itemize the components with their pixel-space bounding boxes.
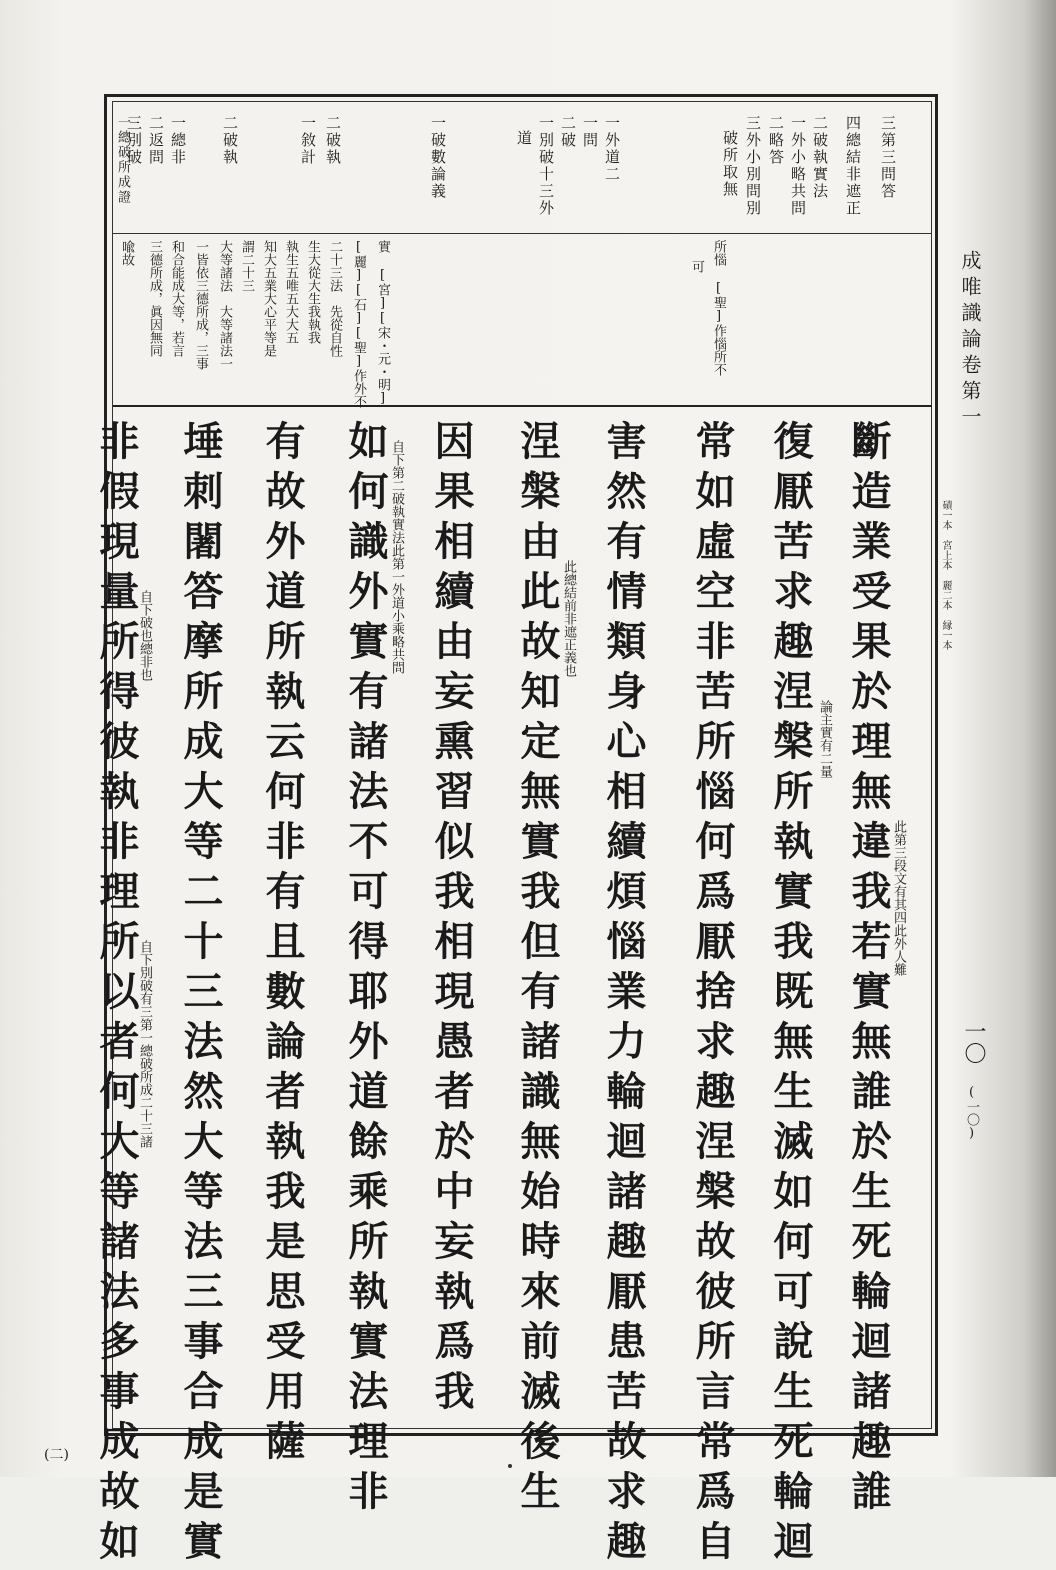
outline-item: 一總破所成證 (115, 115, 130, 205)
outline-item: 破所取無 (721, 130, 739, 198)
footnote: 一皆依三德所成，三事 (193, 240, 208, 370)
outline-item: 一敘計 (299, 115, 317, 166)
interlinear-note: 此總結前非遮正義也 (561, 560, 576, 677)
body-column: 常如虛空非苦所惱何爲厭捨求趣涅槃故彼所言常爲自 (689, 420, 736, 1570)
outline-item: 道 (515, 130, 533, 147)
footnote: 執生五唯五大大五 (283, 240, 298, 344)
outline-item: 一別破十三外 (537, 115, 555, 217)
outline-item: 一外小略共問 (789, 115, 807, 217)
outline-item: 一破數論義 (429, 115, 447, 200)
outline-item: 四總結非遮正 (844, 115, 862, 217)
body-column: 涅槃由此故知定無實我但有諸識無始時來前滅後生 (514, 420, 561, 1520)
book-title: 成唯識論卷第一 (958, 250, 982, 432)
footnote: 謂二十三 (239, 240, 254, 292)
footnote: 喩故 (119, 240, 134, 266)
interlinear-note: 此第三段文有其四此外人難 (891, 820, 906, 976)
outline-item: 二破執 (221, 115, 239, 166)
outline-item: 二略答 (767, 115, 785, 166)
interlinear-note: 自下破也總非也 (137, 590, 152, 681)
body-column: 有故外道所執云何非有且數論者執我是思受用薩 (259, 420, 306, 1470)
body-column: 害然有情類身心相續煩惱業力輪迴諸趣厭患苦故求趣 (600, 420, 647, 1570)
footnote: 實 [宮][宋・元・明] (375, 240, 390, 406)
page-number-paren: (一〇) (964, 1085, 979, 1141)
footnote-divider (113, 405, 932, 407)
outline-item: 一外道二 (603, 115, 621, 183)
center-mark (508, 1464, 512, 1468)
body-column: 埵刺闍答摩所成大等二十三法然大等法三事合成是實 (177, 420, 224, 1570)
outline-item: 二破執實法 (811, 115, 829, 200)
outline-item: 一總非 (169, 115, 187, 166)
footnote: 所惱 [聖]作惱所不 (711, 240, 726, 376)
footnote: [麗][石][聖]作外不 (351, 240, 366, 408)
footnote: 知大五業大心平等是 (261, 240, 276, 357)
outline-divider (113, 233, 932, 234)
outline-item: 二破執 (324, 115, 342, 166)
outline-item: 二破 (559, 115, 577, 149)
footnote: 大等諸法 大等諸法一 (217, 240, 232, 370)
outline-item: 三外小別問別 (744, 115, 762, 217)
body-column: 復厭苦求趣涅槃所執實我既無生滅如何可說生死輪迴 (767, 420, 814, 1570)
edition-note: 磧一本 宮上本 麗二本 縁一本 (940, 500, 951, 650)
footnote: 生大從大生我執我 (305, 240, 320, 344)
interlinear-note: 論主實有二量 (817, 700, 832, 778)
footnote: 可 (689, 260, 704, 273)
outline-item: 一問 (581, 115, 599, 149)
outline-item: 二返問 (147, 115, 165, 166)
footnote: 二十三法 先從自性 (327, 240, 342, 357)
bottom-number: (二) (44, 1447, 69, 1463)
body-column: 斷造業受果於理無違我若實無誰於生死輪迴諸趣誰 (845, 420, 892, 1520)
body-column: 因果相續由妄熏習似我相現愚者於中妄執爲我 (428, 420, 475, 1420)
interlinear-note: 自下第二破執實法此第一外道小乘略共問 (389, 440, 404, 674)
outline-item: 三別破 (125, 115, 143, 166)
interlinear-note: 自下別破有三第一總破所成二十三諸 (137, 940, 152, 1148)
footnote: 和合能成大等，若言 (169, 240, 184, 357)
outline-item: 三第三問答 (879, 115, 897, 200)
footnote: 三德所成，眞因無同 (147, 240, 162, 357)
page-number: 一〇 (961, 1020, 986, 1064)
body-column: 非假現量所得彼執非理所以者何大等諸法多事成故如 (93, 420, 140, 1570)
body-column: 如何識外實有諸法不可得耶外道餘乘所執實法理非 (342, 420, 389, 1520)
